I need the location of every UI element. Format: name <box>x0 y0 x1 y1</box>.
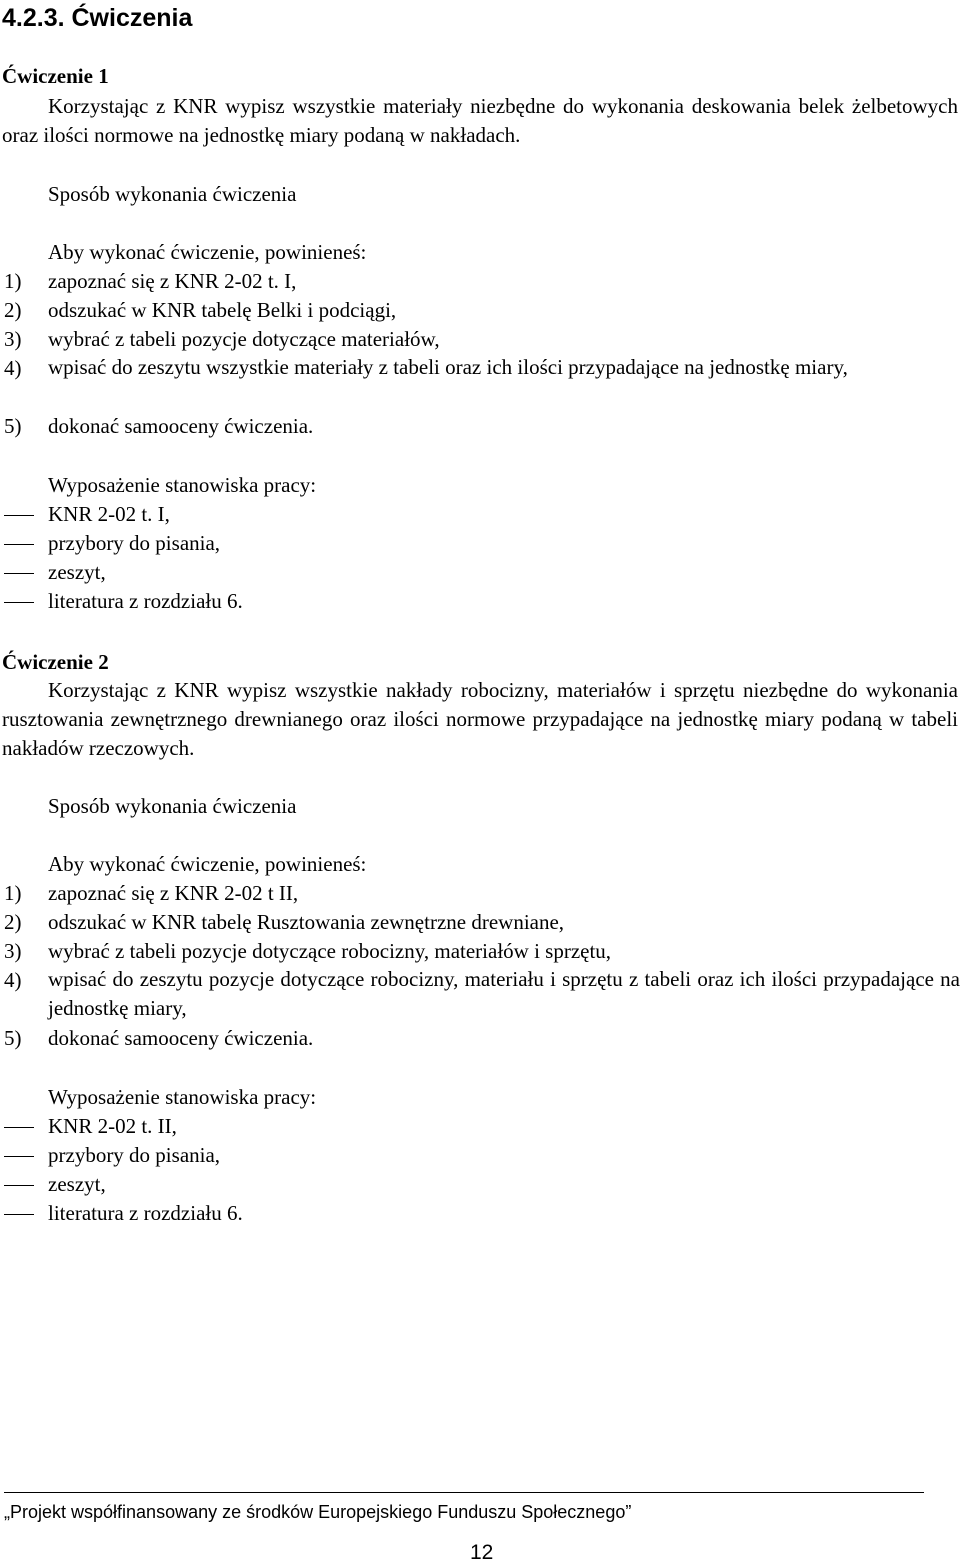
exercise-2-step-5-num: 5) <box>4 1026 22 1050</box>
exercise-1-description-text: Korzystając z KNR wypisz wszystkie materiały niezbędne do wykonania deskowania belek żelbetowych oraz ilości normowe na jednostkę miary podaną w nakładach. <box>2 94 958 147</box>
exercise-2-equipment-4: literatura z rozdziału 6. <box>48 1201 243 1225</box>
dash-bullet <box>4 1185 34 1186</box>
exercise-1-equipment-4: literatura z rozdziału 6. <box>48 589 243 613</box>
dash-bullet <box>4 602 34 603</box>
exercise-2-title: Ćwiczenie 2 <box>2 650 109 674</box>
exercise-2-equipment-2: przybory do pisania, <box>48 1143 221 1167</box>
exercise-1-description <box>2 92 958 150</box>
section-title: 4.2.3. Ćwiczenia <box>2 4 193 32</box>
footer-divider <box>4 1492 924 1493</box>
exercise-2-steps-intro: Aby wykonać ćwiczenie, powinieneś: <box>48 852 367 876</box>
exercise-1-equipment-3: zeszyt, <box>48 560 106 584</box>
dash-bullet <box>4 1156 34 1157</box>
dash-bullet <box>4 515 34 516</box>
exercise-2-step-1: zapoznać się z KNR 2-02 t II, <box>48 881 299 905</box>
exercise-1-step-4-num: 4) <box>4 356 22 380</box>
exercise-2-description-text: Korzystając z KNR wypisz wszystkie nakłady robocizny, materiałów i sprzętu niezbędne do wykonania rusztowania zewnętrznego drewnianego oraz ilości normowe przypadające na jednostkę miary podaną w tabeli nakładów rzeczowych. <box>2 678 958 760</box>
exercise-2-step-2-num: 2) <box>4 910 22 934</box>
dash-bullet <box>4 544 34 545</box>
dash-bullet <box>4 1127 34 1128</box>
exercise-1-equipment-1: KNR 2-02 t. I, <box>48 502 170 526</box>
exercise-2-equipment-heading: Wyposażenie stanowiska pracy: <box>48 1085 317 1109</box>
exercise-2-step-2: odszukać w KNR tabelę Rusztowania zewnętrzne drewniane, <box>48 910 565 934</box>
exercise-1-step-1: zapoznać się z KNR 2-02 t. I, <box>48 269 297 293</box>
footer-text: „Projekt współfinansowany ze środków Europejskiego Funduszu Społecznego” <box>4 1502 632 1522</box>
exercise-2-step-4-num: 4) <box>4 968 22 992</box>
dash-bullet <box>4 573 34 574</box>
exercise-1-step-1-num: 1) <box>4 269 22 293</box>
exercise-1-step-3: wybrać z tabeli pozycje dotyczące materiałów, <box>48 327 440 351</box>
exercise-1-step-2: odszukać w KNR tabelę Belki i podciągi, <box>48 298 397 322</box>
exercise-1-title: Ćwiczenie 1 <box>2 64 109 88</box>
exercise-2-step-3: wybrać z tabeli pozycje dotyczące robocizny, materiałów i sprzętu, <box>48 939 612 963</box>
exercise-1-step-5-num: 5) <box>4 414 22 438</box>
exercise-1-steps-intro: Aby wykonać ćwiczenie, powinieneś: <box>48 240 367 264</box>
exercise-2-step-1-num: 1) <box>4 881 22 905</box>
exercise-2-description <box>2 676 958 763</box>
exercise-1-method-heading: Sposób wykonania ćwiczenia <box>48 182 297 206</box>
exercise-1-step-4: wpisać do zeszytu wszystkie materiały z tabeli oraz ich ilości przypadające na jednostkę miary, <box>48 355 848 379</box>
exercise-2-step-5: dokonać samooceny ćwiczenia. <box>48 1026 314 1050</box>
exercise-2-equipment-3: zeszyt, <box>48 1172 106 1196</box>
dash-bullet <box>4 1214 34 1215</box>
exercise-2-step-3-num: 3) <box>4 939 22 963</box>
exercise-1-step-3-num: 3) <box>4 327 22 351</box>
exercise-2-step-4: wpisać do zeszytu pozycje dotyczące robocizny, materiału i sprzętu z tabeli oraz ich ilości przypadające na jednostkę miary, <box>48 967 960 1020</box>
exercise-1-step-2-num: 2) <box>4 298 22 322</box>
page-number: 12 <box>470 1541 494 1564</box>
exercise-1-step-5: dokonać samooceny ćwiczenia. <box>48 414 314 438</box>
exercise-1-equipment-heading: Wyposażenie stanowiska pracy: <box>48 473 317 497</box>
exercise-1-equipment-2: przybory do pisania, <box>48 531 221 555</box>
exercise-2-method-heading: Sposób wykonania ćwiczenia <box>48 794 297 818</box>
exercise-2-equipment-1: KNR 2-02 t. II, <box>48 1114 177 1138</box>
